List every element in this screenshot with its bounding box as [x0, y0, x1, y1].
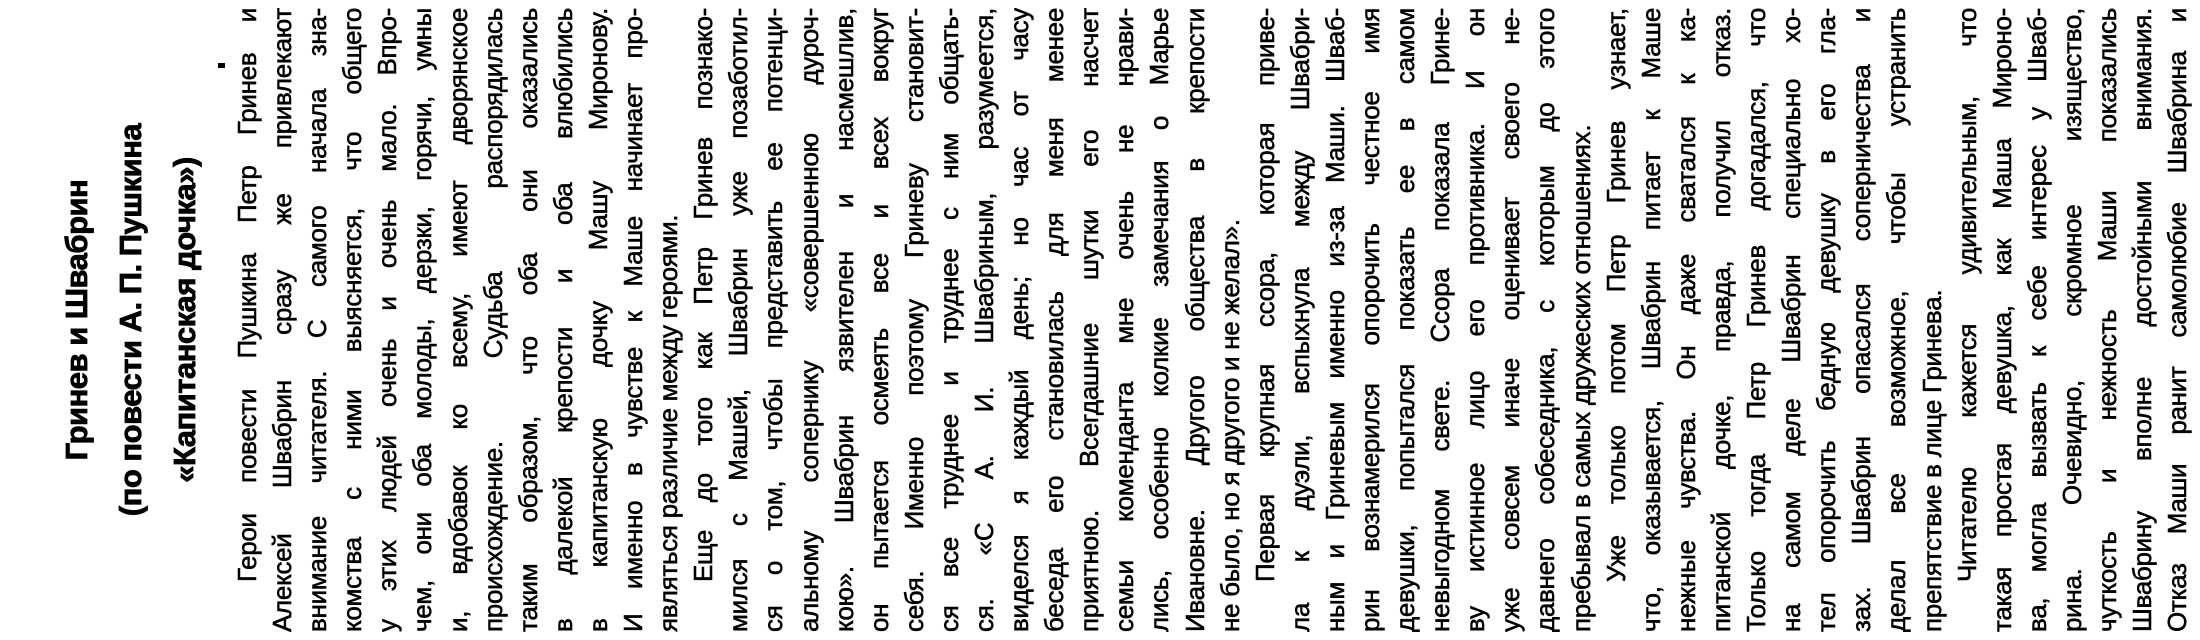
- text-line: и, вдобавок ко всему, имеют дворянское: [442, 8, 473, 632]
- text-line: уже совсем иначе оценивает своего не-: [1495, 8, 1526, 632]
- text-line: препятствие в лице Гринева.: [1916, 289, 1947, 632]
- text-line: мился с Машей, Швабрин уже позаботил-: [723, 8, 754, 632]
- text-line: Отказ Маши ранит самолюбие Швабрина и: [2162, 8, 2193, 632]
- text-line: что, оказывается, Швабрин питает к Маше: [1635, 8, 1666, 632]
- text-line: кою». Швабрин язвителен и насмешлив,: [828, 8, 859, 632]
- text-line: ся. «С А. И. Швабриным, разумеется,: [968, 8, 999, 632]
- text-line: ся все труднее и труднее с ним общать-: [933, 8, 964, 632]
- text-line: внимание читателя. С самого начала зна-: [302, 8, 333, 632]
- text-line: не было, но я другого и не желал».: [1214, 219, 1245, 632]
- text-line: приятною. Всегдашние шутки его насчет: [1074, 8, 1105, 632]
- text-line: невыгодном свете. Ссора показала Грине-: [1425, 8, 1456, 632]
- title-line: «Капитанская дочка»): [167, 157, 202, 483]
- text-line: Только тогда Петр Гринев догадался, что: [1741, 8, 1772, 632]
- text-line: Первая крупная ссора, которая приве-: [1249, 8, 1280, 582]
- text-line: семьи коменданта мне очень не нрави-: [1109, 8, 1140, 632]
- text-line: И именно в чувстве к Маше начинает про-: [618, 8, 649, 632]
- title-line: Гринев и Швабрин: [59, 179, 94, 461]
- text-line: рина. Очевидно, скромное изящество,: [2056, 8, 2087, 632]
- text-line: тел опорочить бедную девушку в его гла-: [1811, 8, 1842, 632]
- text-line: Швабрину вполне достойными внимания.: [2127, 8, 2158, 632]
- text-line: чем, они оба молоды, дерзки, горячи, умны: [407, 8, 438, 632]
- text-line: зах. Швабрин опасался соперничества и: [1846, 8, 1877, 632]
- text-line: нежные чувства. Он даже сватался к ка-: [1670, 8, 1701, 632]
- text-line: Герои повести Пушкина Петр Гринев и: [232, 8, 262, 582]
- text-line: ва, могла вызвать к себе интерес у Шваб-: [2021, 8, 2052, 632]
- paragraph: [1248, 8, 1599, 632]
- text-line: таким образом, что оба они оказались: [512, 8, 543, 632]
- text-line: питанской дочке, правда, получил отказ.: [1705, 8, 1736, 632]
- text-line: давнего собеседника, с которым до этого: [1530, 8, 1561, 632]
- text-line: в далекой крепости и оба влюбились: [547, 8, 578, 632]
- text-line: пребывал в самых дружеских отношениях.: [1565, 124, 1596, 632]
- scan-artifact-dash: [218, 63, 225, 68]
- text-line: ла к дуэли, вспыхнула между Швабри-: [1284, 8, 1315, 632]
- text-line: виделся я каждый день; но час от часу: [1004, 8, 1035, 632]
- text-line: делал все возможное, чтобы устранить: [1881, 8, 1912, 632]
- document-title: [50, 0, 212, 640]
- text-line: ся о том, чтобы представить ее потенци-: [758, 8, 789, 632]
- paragraph: [686, 8, 1248, 632]
- title-line: (по повести А. П. Пушкина: [113, 123, 148, 517]
- text-line: Ивановне. Другого общества в крепости: [1179, 8, 1210, 632]
- paragraph: [230, 8, 686, 632]
- paragraph: [1950, 8, 2196, 632]
- text-line: в капитанскую дочку Машу Миронову.: [582, 8, 613, 632]
- text-line: происхождение. Судьба распорядилась: [477, 8, 508, 632]
- text-line: лись, особенно колкие замечания о Марье: [1144, 8, 1175, 632]
- text-line: Алексей Швабрин сразу же привлекают: [267, 8, 298, 632]
- text-line: себя. Именно поэтому Гриневу становит-: [898, 8, 929, 632]
- text-line: девушки, попытался показать ее в самом: [1390, 8, 1421, 632]
- text-line: ным и Гриневым именно из-за Маши. Шваб-: [1319, 8, 1350, 632]
- text-line: Еще до того как Петр Гринев познако-: [688, 8, 719, 582]
- text-line: ву истинное лицо его противника. И он: [1460, 8, 1491, 632]
- text-line: являться различие между героями.: [653, 214, 684, 632]
- text-line: рин вознамерился опорочить честное имя: [1355, 8, 1385, 632]
- text-line: беседа его становилась для меня менее: [1039, 8, 1070, 632]
- text-line: Читателю кажется удивительным, что: [1951, 8, 1982, 582]
- text-line: у этих людей очень и очень мало. Впро-: [372, 8, 403, 632]
- paragraph: [1599, 8, 1950, 632]
- essay-body: [230, 0, 2195, 640]
- text-line: Уже только потом Петр Гринев узнает,: [1600, 8, 1631, 582]
- text-line: альному сопернику «совершенною дуроч-: [793, 8, 824, 632]
- text-line: он пытается осмеять все и всех вокруг: [863, 8, 894, 632]
- text-line: чуткость и нежность Маши показались: [2091, 8, 2122, 632]
- text-line: комства с ними выясняется, что общего: [337, 8, 368, 632]
- text-line: на самом деле Швабрин специально хо-: [1776, 8, 1807, 632]
- text-line: такая простая девушка, как Маша Мироно-: [1986, 8, 2017, 632]
